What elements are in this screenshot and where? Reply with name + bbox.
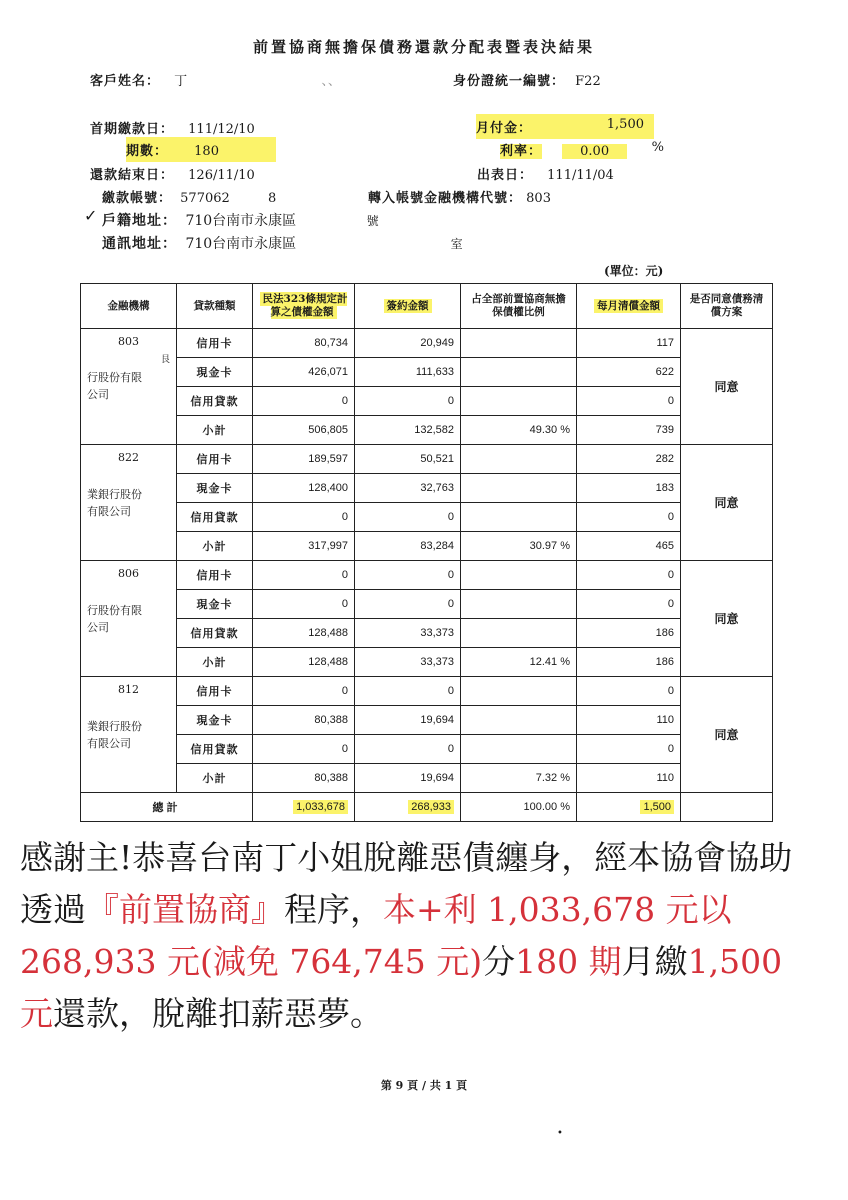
signed-amount: 0 — [355, 590, 461, 619]
mail-address-value: 710台南市永康區 — [185, 236, 297, 252]
mail-address-label: 通訊地址： — [102, 236, 177, 252]
claim-amount: 128,400 — [253, 474, 355, 503]
monthly-amount: 0 — [577, 677, 681, 706]
client-name-label: 客戶姓名： — [90, 74, 161, 89]
note-text-9: 還款，脫離扣薪惡夢。 — [53, 994, 383, 1033]
monthly-amount: 0 — [577, 503, 681, 532]
end-date-field — [90, 164, 255, 183]
rate-value: 0.00 — [562, 144, 627, 159]
claim-amount: 0 — [253, 387, 355, 416]
table-row — [81, 561, 773, 590]
subtotal-row — [81, 764, 773, 793]
col-header-institution: 金融機構 — [81, 284, 177, 329]
table-row — [81, 387, 773, 416]
ratio — [461, 590, 577, 619]
claim-amount: 80,734 — [253, 329, 355, 358]
monthly-amount: 622 — [577, 358, 681, 387]
signed-amount: 0 — [355, 561, 461, 590]
table-row — [81, 445, 773, 474]
table-row — [81, 503, 773, 532]
issue-date-label: 出表日： — [477, 168, 534, 183]
loan-type: 信用卡 — [177, 445, 253, 474]
register-address-suffix: 號 — [366, 214, 379, 228]
table-row — [81, 619, 773, 648]
end-date-value: 126/11/10 — [188, 168, 255, 183]
col-header-claim-text: 民法323條規定計算之債權金額 — [260, 292, 348, 319]
bank-code-value: 803 — [526, 191, 551, 206]
client-name-extra: 、、 — [321, 74, 341, 89]
monthly-label: 月付金： — [476, 121, 533, 136]
bank-name-line2: 公司 — [87, 621, 109, 634]
signed-amount: 111,633 — [355, 358, 461, 387]
unit-note: (單位：元) — [604, 264, 664, 278]
signed-amount: 20,949 — [355, 329, 461, 358]
claim-amount: 128,488 — [253, 619, 355, 648]
bank-code-field — [368, 187, 551, 206]
loan-type: 信用貸款 — [177, 735, 253, 764]
ratio — [461, 474, 577, 503]
total-monthly — [577, 793, 681, 822]
ratio — [461, 387, 577, 416]
table-row — [81, 735, 773, 764]
note-text-6: 180 期 — [515, 942, 622, 981]
monthly-value: 1,500 — [606, 117, 644, 132]
total-ratio: 100.00 % — [461, 793, 577, 822]
monthly-amount: 110 — [577, 764, 681, 793]
agree-status: 同意 — [681, 329, 773, 445]
table-row — [81, 358, 773, 387]
monthly-amount: 183 — [577, 474, 681, 503]
table-row — [81, 590, 773, 619]
total-claim — [253, 793, 355, 822]
ratio: 30.97 % — [461, 532, 577, 561]
end-date-label: 還款結束日： — [90, 168, 175, 183]
first-pay-field — [90, 118, 255, 137]
account-label: 繳款帳號： — [102, 191, 173, 206]
table-row — [81, 474, 773, 503]
bank-code: 806 — [118, 567, 139, 580]
note-text-1: 感謝主!恭喜台南丁小姐脫離惡債纏身，經本協會協助透過 — [20, 838, 793, 929]
total-agree-empty — [681, 793, 773, 822]
monthly-amount: 465 — [577, 532, 681, 561]
register-address-field — [102, 210, 379, 230]
id-field — [453, 70, 601, 89]
signed-amount: 32,763 — [355, 474, 461, 503]
account-value: 577062 — [180, 191, 230, 206]
account-field — [102, 187, 276, 206]
col-header-ratio: 占全部前置協商無擔保債權比例 — [461, 284, 577, 329]
scan-speck: • — [557, 1128, 563, 1139]
signed-amount: 19,694 — [355, 764, 461, 793]
bank-name-line1: 業銀行股份 — [87, 488, 142, 501]
note-paragraph — [14, 828, 806, 1044]
signed-amount: 33,373 — [355, 619, 461, 648]
ratio — [461, 735, 577, 764]
ratio — [461, 706, 577, 735]
claim-amount: 0 — [253, 735, 355, 764]
loan-type: 信用貸款 — [177, 503, 253, 532]
page-footer: 第 9 頁 / 共 1 頁 — [380, 1079, 468, 1092]
client-name-field — [90, 70, 341, 89]
loan-type: 小計 — [177, 648, 253, 677]
monthly-field — [476, 114, 654, 139]
loan-type: 信用卡 — [177, 561, 253, 590]
ratio — [461, 445, 577, 474]
bank-name-line2: 公司 — [87, 388, 109, 401]
agree-status: 同意 — [681, 445, 773, 561]
claim-amount: 426,071 — [253, 358, 355, 387]
ratio: 7.32 % — [461, 764, 577, 793]
total-label: 總計 — [81, 793, 253, 822]
claim-amount: 80,388 — [253, 706, 355, 735]
signed-amount: 0 — [355, 387, 461, 416]
loan-type: 小計 — [177, 764, 253, 793]
loan-type: 信用貸款 — [177, 387, 253, 416]
signed-amount: 33,373 — [355, 648, 461, 677]
bank-name-line1: 行股份有限 — [87, 371, 142, 384]
loan-type: 小計 — [177, 416, 253, 445]
note-text-8: 1,500 元 — [20, 942, 783, 1033]
subtotal-row — [81, 416, 773, 445]
bank-name-line2: 有限公司 — [87, 505, 131, 518]
signed-amount: 50,521 — [355, 445, 461, 474]
ratio — [461, 677, 577, 706]
register-address-label: 戶籍地址： — [102, 213, 177, 229]
total-claim-value: 1,033,678 — [293, 800, 348, 814]
ratio: 49.30 % — [461, 416, 577, 445]
loan-type: 現金卡 — [177, 474, 253, 503]
claim-amount: 128,488 — [253, 648, 355, 677]
register-address-value: 710台南市永康區 — [185, 213, 297, 229]
note-text-5: 分 — [482, 942, 516, 981]
bank-name-line1: 業銀行股份 — [87, 720, 142, 733]
account-suffix: 8 — [267, 191, 277, 206]
signed-amount: 0 — [355, 735, 461, 764]
repayment-table — [80, 283, 773, 822]
issue-date-value: 111/11/04 — [547, 168, 614, 183]
loan-type: 現金卡 — [177, 358, 253, 387]
claim-amount: 317,997 — [253, 532, 355, 561]
id-label: 身份證統一編號： — [453, 74, 566, 89]
issue-date-field — [477, 164, 614, 183]
col-header-signed — [355, 284, 461, 329]
claim-amount: 80,388 — [253, 764, 355, 793]
signed-amount: 132,582 — [355, 416, 461, 445]
total-signed — [355, 793, 461, 822]
monthly-amount: 739 — [577, 416, 681, 445]
col-header-agree: 是否同意債務清償方案 — [681, 284, 773, 329]
col-header-claim — [253, 284, 355, 329]
id-value: F22 — [575, 74, 601, 89]
ratio — [461, 329, 577, 358]
total-row — [81, 793, 773, 822]
claim-amount: 506,805 — [253, 416, 355, 445]
col-header-loan-type: 貸款種類 — [177, 284, 253, 329]
bank-code: 822 — [118, 451, 139, 464]
loan-type: 現金卡 — [177, 706, 253, 735]
agree-status: 同意 — [681, 677, 773, 793]
monthly-amount: 0 — [577, 590, 681, 619]
claim-amount: 0 — [253, 590, 355, 619]
rate-label: 利率： — [500, 144, 543, 159]
loan-type: 信用貸款 — [177, 619, 253, 648]
monthly-amount: 0 — [577, 735, 681, 764]
monthly-amount: 117 — [577, 329, 681, 358]
rate-field — [500, 140, 670, 159]
loan-type: 信用卡 — [177, 677, 253, 706]
monthly-amount: 0 — [577, 561, 681, 590]
loan-type: 小計 — [177, 532, 253, 561]
table-row — [81, 329, 773, 358]
note-text-2: 『前置協商』 — [86, 890, 284, 929]
monthly-amount: 0 — [577, 387, 681, 416]
periods-value: 180 — [194, 144, 219, 159]
claim-amount: 0 — [253, 561, 355, 590]
bank-cell — [81, 561, 177, 677]
note-text-7: 月繳 — [621, 942, 688, 981]
bank-cell — [81, 445, 177, 561]
document-title: 前置協商無擔保債務還款分配表暨表決結果 — [252, 38, 595, 56]
monthly-amount: 282 — [577, 445, 681, 474]
monthly-amount: 186 — [577, 619, 681, 648]
bank-code: 812 — [118, 683, 139, 696]
note-text-3: 程序， — [284, 890, 383, 929]
claim-amount: 0 — [253, 503, 355, 532]
bank-name-line2: 有限公司 — [87, 737, 131, 750]
ratio: 12.41 % — [461, 648, 577, 677]
bank-name-fragment: 艮 — [160, 355, 170, 365]
check-mark-icon: ✓ — [84, 206, 98, 225]
bank-cell — [81, 329, 177, 445]
signed-amount: 0 — [355, 677, 461, 706]
claim-amount: 0 — [253, 677, 355, 706]
subtotal-row — [81, 532, 773, 561]
bank-code: 803 — [118, 335, 139, 348]
ratio — [461, 358, 577, 387]
total-signed-value: 268,933 — [408, 800, 454, 814]
periods-label: 期數： — [126, 144, 169, 159]
testimonial-note — [14, 828, 806, 1080]
periods-field — [126, 137, 276, 162]
table-header-row — [81, 284, 773, 329]
subtotal-row — [81, 648, 773, 677]
bank-cell — [81, 677, 177, 793]
claim-amount: 189,597 — [253, 445, 355, 474]
loan-type: 現金卡 — [177, 590, 253, 619]
rate-unit: % — [651, 140, 664, 155]
signed-amount: 19,694 — [355, 706, 461, 735]
table-row — [81, 706, 773, 735]
table-row — [81, 677, 773, 706]
col-header-signed-text: 簽約金額 — [384, 299, 432, 313]
bank-name-line1: 行股份有限 — [87, 604, 142, 617]
mail-address-field — [102, 233, 463, 253]
signed-amount: 83,284 — [355, 532, 461, 561]
col-header-monthly — [577, 284, 681, 329]
first-pay-label: 首期繳款日： — [90, 122, 175, 137]
first-pay-value: 111/12/10 — [188, 122, 255, 137]
ratio — [461, 503, 577, 532]
client-name-value: 丁 — [174, 74, 188, 89]
ratio — [461, 619, 577, 648]
monthly-amount: 110 — [577, 706, 681, 735]
signed-amount: 0 — [355, 503, 461, 532]
ratio — [461, 561, 577, 590]
mail-address-suffix: 室 — [450, 237, 463, 251]
monthly-amount: 186 — [577, 648, 681, 677]
col-header-monthly-text: 每月清償金額 — [594, 299, 663, 313]
loan-type: 信用卡 — [177, 329, 253, 358]
agree-status: 同意 — [681, 561, 773, 677]
note-text-4: 本+利 1,033,678 元以 268,933 元(減免 764,745 元) — [20, 890, 732, 981]
total-monthly-value: 1,500 — [640, 800, 674, 814]
bank-code-label: 轉入帳號金融機構代號： — [368, 191, 523, 206]
